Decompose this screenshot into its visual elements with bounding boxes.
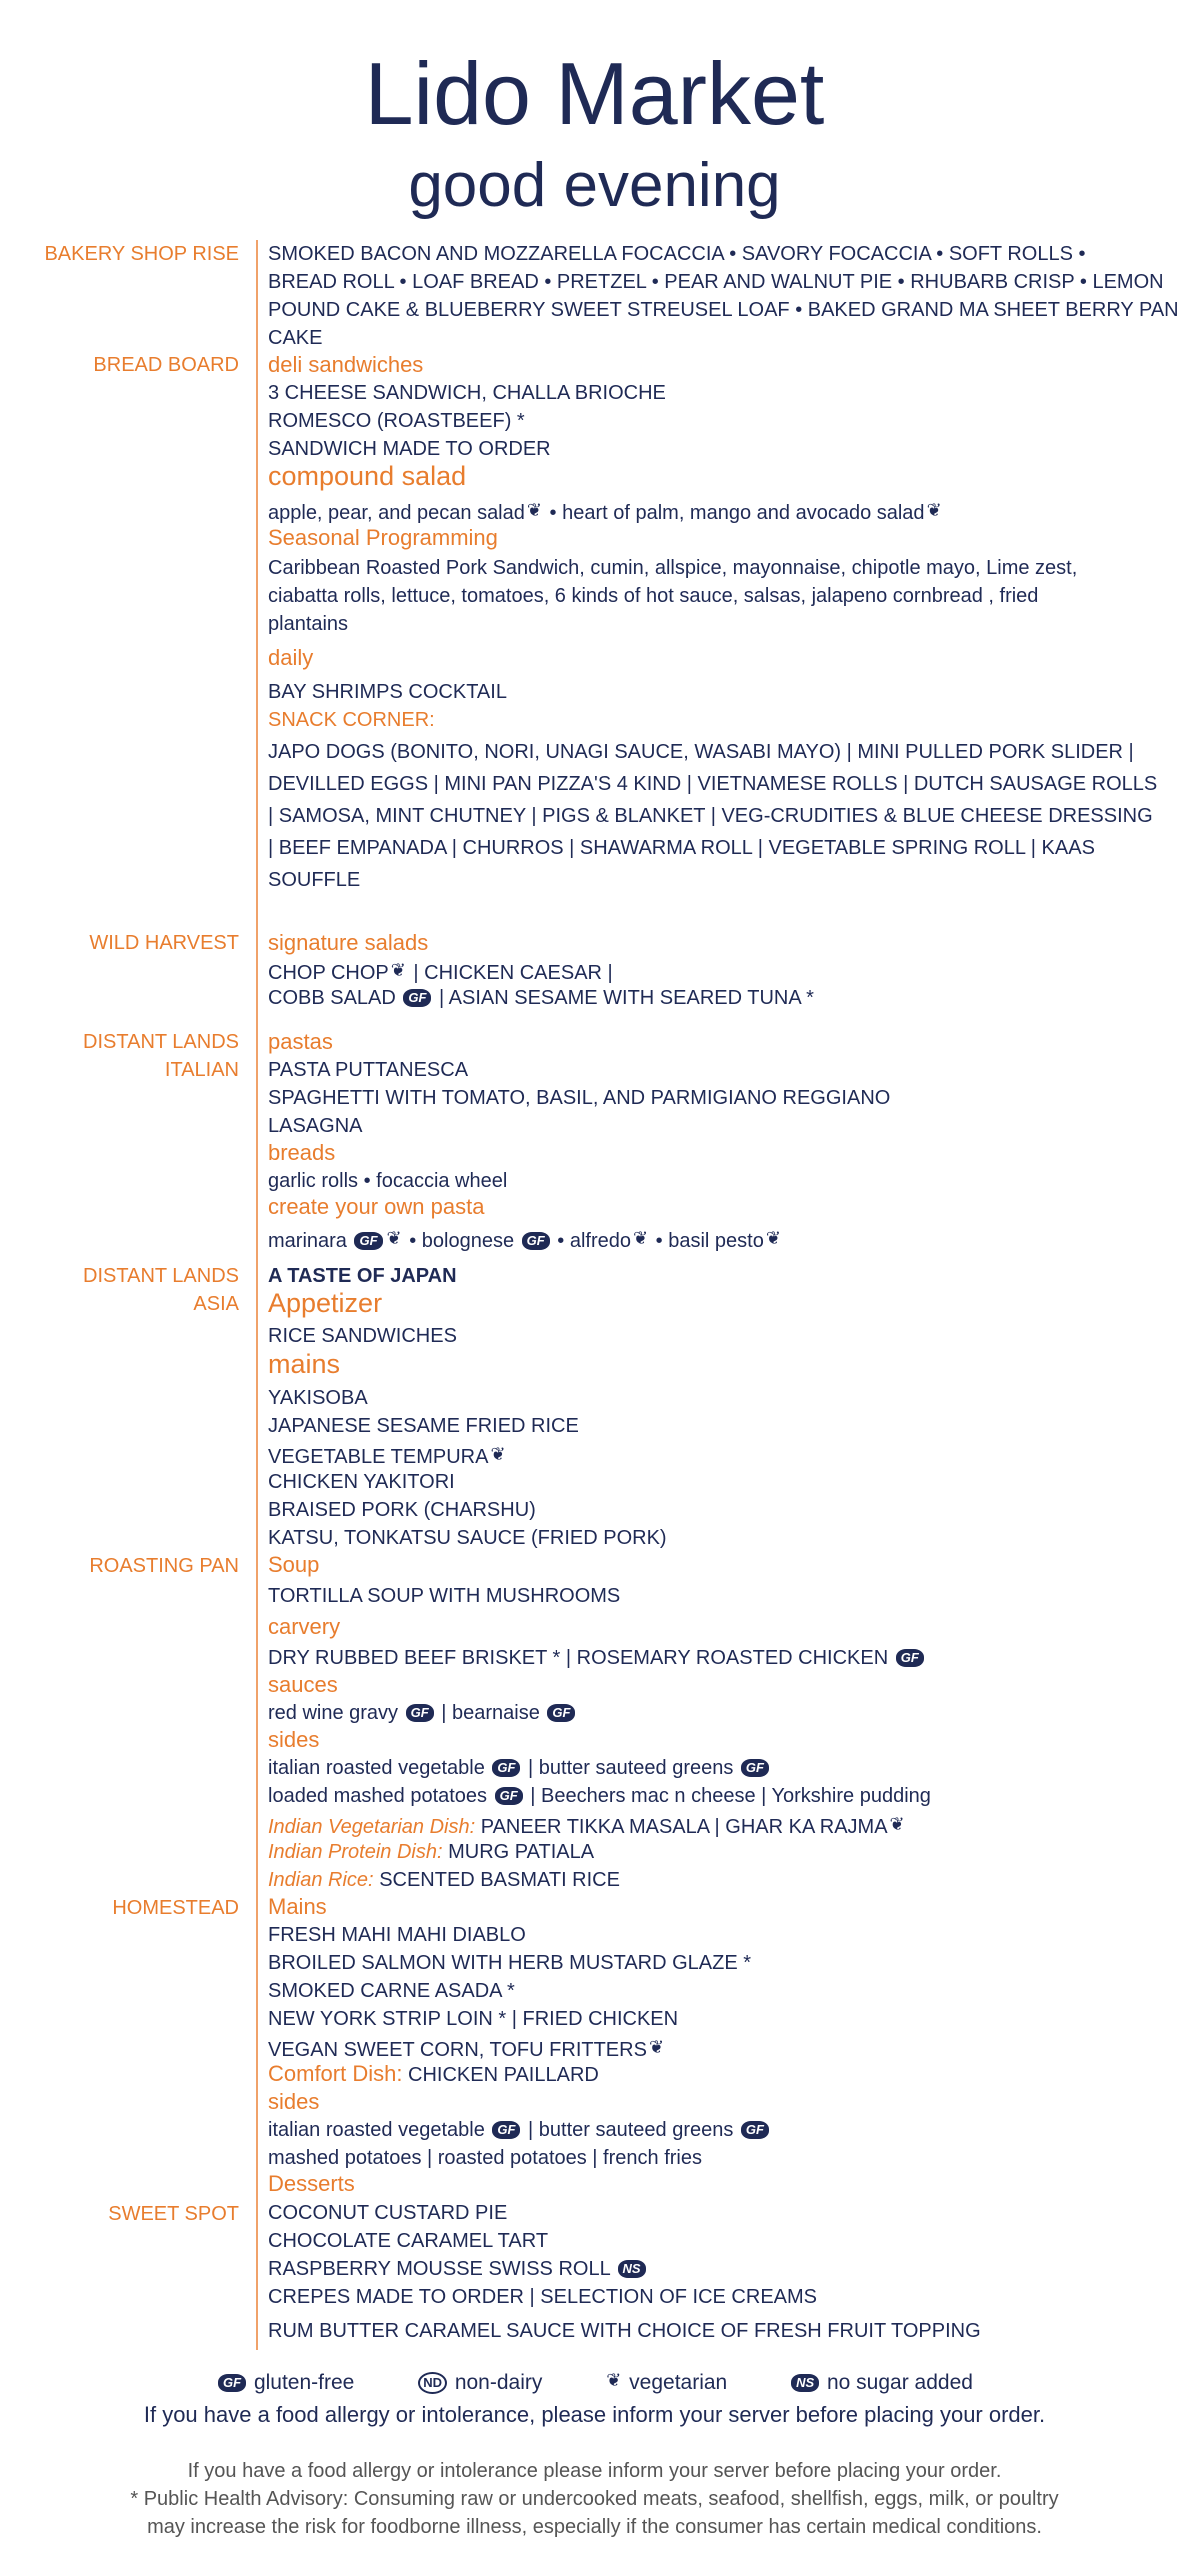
menu-line: [268, 1644, 926, 1672]
sprout-icon: ❦: [765, 1228, 781, 1248]
subheading-mains: mains: [268, 1349, 341, 1379]
sprout-icon: ❦: [386, 1228, 402, 1248]
sprout-icon: ❦: [632, 1228, 649, 1248]
legend-item: [216, 2371, 360, 2394]
subheading-compound-salad: compound salad: [268, 461, 467, 491]
menu-line: | SAMOSA, MINT CHUTNEY | PIGS & BLANKET | VEG-CRUDITIES & BLUE CHEESE DRESSING: [268, 805, 1153, 827]
sprout-icon: ❦: [490, 1444, 506, 1464]
section-bread-board: BREAD BOARD: [93, 354, 239, 376]
menu-line: [268, 1838, 594, 1866]
item-text: • basil pesto: [655, 1230, 764, 1252]
section-distant-lands: DISTANT LANDS: [83, 1031, 239, 1053]
item-label: Indian Vegetarian Dish:: [268, 1816, 476, 1838]
legend-label: no sugar added: [826, 2371, 973, 2394]
section-italian: ITALIAN: [164, 1059, 239, 1081]
item-text: heart of palm, mango and avocado salad: [562, 502, 925, 524]
footer-line: If you have a food allergy or intolerance please inform your server before placing your order.: [187, 2460, 1002, 2482]
no-sugar-badge: NS: [791, 2374, 819, 2392]
sprout-icon: ❦: [606, 2370, 622, 2390]
menu-line: KATSU, TONKATSU SAUCE (FRIED PORK): [268, 1527, 667, 1549]
section-sweet-spot: SWEET SPOT: [108, 2203, 239, 2225]
section-roasting-pan: ROASTING PAN: [89, 1555, 239, 1577]
menu-line: plantains: [268, 613, 349, 635]
item-text: | bearnaise: [441, 1702, 540, 1724]
menu-line: BRAISED PORK (CHARSHU): [268, 1499, 536, 1521]
no-sugar-badge: NS: [618, 2260, 646, 2278]
item-text: CHICKEN PAILLARD: [408, 2064, 599, 2086]
menu-line: [268, 984, 814, 1012]
footer-line: * Public Health Advisory: Consuming raw or undercooked meats, seafood, shellfish, eggs, milk, or poultry: [130, 2488, 1059, 2510]
menu-line: ROMESCO (ROASTBEEF) *: [268, 410, 525, 432]
item-label: Indian Protein Dish:: [268, 1841, 443, 1863]
item-text: | ASIAN SESAME WITH SEARED TUNA *: [439, 987, 814, 1009]
gluten-free-badge: GF: [492, 2121, 520, 2139]
menu-line: NEW YORK STRIP LOIN * | FRIED CHICKEN: [268, 2008, 679, 2030]
menu-line: TORTILLA SOUP WITH MUSHROOMS: [268, 1585, 621, 1607]
gluten-free-badge: GF: [522, 1232, 550, 1250]
legend-label: non-dairy: [454, 2371, 543, 2394]
menu-line: CAKE: [268, 327, 323, 349]
menu-line: COCONUT CUSTARD PIE: [268, 2202, 508, 2224]
menu-line: CHICKEN YAKITORI: [268, 1471, 455, 1493]
gluten-free-badge: GF: [406, 1704, 434, 1722]
menu-line: [268, 1810, 907, 1841]
item-text: SCENTED BASMATI RICE: [379, 1869, 620, 1891]
menu-line: SOUFFLE: [268, 869, 361, 891]
menu-line: POUND CAKE & BLUEBERRY SWEET STREUSEL LOAF • BAKED GRAND MA SHEET BERRY PAN: [268, 299, 1179, 321]
item-text: COBB SALAD: [268, 987, 396, 1009]
subheading-snack-corner: SNACK CORNER:: [268, 709, 435, 731]
sprout-icon: ❦: [889, 1814, 905, 1834]
menu-line: RUM BUTTER CARAMEL SAUCE WITH CHOICE OF FRESH FRUIT TOPPING: [268, 2320, 981, 2342]
section-distant-lands: DISTANT LANDS: [83, 1265, 239, 1287]
item-text: VEGETABLE TEMPURA: [268, 1446, 489, 1468]
menu-line: | BEEF EMPANADA | CHURROS | SHAWARMA ROLL | VEGETABLE SPRING ROLL | KAAS: [268, 837, 1095, 859]
item-text: | butter sauteed greens: [528, 1757, 734, 1779]
gluten-free-badge: GF: [896, 1649, 924, 1667]
menu-line: BREAD ROLL • LOAF BREAD • PRETZEL • PEAR AND WALNUT PIE • RHUBARB CRISP • LEMON: [268, 271, 1164, 293]
gluten-free-badge: GF: [741, 2121, 769, 2139]
section-wild-harvest: WILD HARVEST: [89, 932, 239, 954]
menu-line: SMOKED CARNE ASADA *: [268, 1980, 515, 2002]
subheading-breads: breads: [268, 1140, 336, 1165]
menu-line: [268, 1866, 620, 1894]
menu-line: [268, 1440, 508, 1471]
section-bakery: BAKERY SHOP RISE: [44, 243, 239, 265]
menu-line: SMOKED BACON AND MOZZARELLA FOCACCIA • SAVORY FOCACCIA • SOFT ROLLS •: [268, 243, 1086, 265]
menu-line: SANDWICH MADE TO ORDER: [268, 438, 551, 460]
legend-label: vegetarian: [629, 2371, 728, 2394]
gluten-free-badge: GF: [495, 1787, 523, 1805]
item-text: | butter sauteed greens: [528, 2119, 734, 2141]
menu-line: 3 CHEESE SANDWICH, CHALLA BRIOCHE: [268, 382, 666, 404]
menu-line: garlic rolls • focaccia wheel: [268, 1170, 508, 1192]
page-title: Lido Market: [364, 44, 825, 143]
subheading-pastas: pastas: [268, 1029, 333, 1054]
item-text: apple, pear, and pecan salad: [268, 502, 525, 524]
item-text: italian roasted vegetable: [268, 1757, 485, 1779]
menu-line: BROILED SALMON WITH HERB MUSTARD GLAZE *: [268, 1952, 752, 1974]
menu-line: ciabatta rolls, lettuce, tomatoes, 6 kinds of hot sauce, salsas, jalapeno cornbread , fried: [268, 585, 1039, 607]
divider-line: [256, 240, 258, 2350]
menu-line: RICE SANDWICHES: [268, 1325, 457, 1347]
menu-line: mashed potatoes | roasted potatoes | french fries: [268, 2147, 702, 2169]
subheading-sauces: sauces: [268, 1672, 338, 1697]
subheading-create-pasta: create your own pasta: [268, 1194, 485, 1219]
menu-line: PASTA PUTTANESCA: [268, 1059, 469, 1081]
menu-line: JAPO DOGS (BONITO, NORI, UNAGI SAUCE, WASABI MAYO) | MINI PULLED PORK SLIDER |: [268, 741, 1134, 763]
gluten-free-badge: GF: [354, 1232, 382, 1250]
page-subtitle: good evening: [408, 151, 781, 220]
legend: [0, 2370, 1189, 2395]
item-text: red wine gravy: [268, 1702, 399, 1724]
sprout-icon: ❦: [526, 500, 542, 520]
legend-item: [416, 2371, 548, 2394]
subheading-daily: daily: [268, 645, 314, 670]
non-dairy-badge: ND: [418, 2372, 447, 2394]
item-text: RASPBERRY MOUSSE SWISS ROLL: [268, 2258, 610, 2280]
subheading-desserts: Desserts: [268, 2171, 355, 2196]
subheading-sides: sides: [268, 1727, 320, 1752]
item-text: • bolognese: [409, 1230, 515, 1252]
menu-line: [268, 1699, 577, 1727]
menu-line: YAKISOBA: [268, 1387, 368, 1409]
menu-line: [268, 2255, 648, 2283]
item-text: CHOP CHOP: [268, 962, 389, 984]
subheading-signature-salads: signature salads: [268, 930, 429, 955]
menu-line: [268, 1782, 931, 1810]
item-text: DRY RUBBED BEEF BRISKET * | ROSEMARY ROASTED CHICKEN: [268, 1647, 889, 1669]
allergy-notice: If you have a food allergy or intolerance, please inform your server before placing your order.: [143, 2402, 1046, 2427]
subheading-mains: Mains: [268, 1894, 327, 1919]
menu-line: FRESH MAHI MAHI DIABLO: [268, 1924, 526, 1946]
item-label: Indian Rice:: [268, 1869, 374, 1891]
menu-line: Caribbean Roasted Pork Sandwich, cumin, allspice, mayonnaise, chipotle mayo, Lime zest,: [268, 557, 1078, 579]
sprout-icon: ❦: [648, 2037, 665, 2057]
item-text: MURG PATIALA: [448, 1841, 595, 1863]
sprout-icon: ❦: [390, 960, 406, 980]
menu-line: CHOCOLATE CARAMEL TART: [268, 2230, 549, 2252]
section-homestead: HOMESTEAD: [112, 1897, 239, 1919]
subheading-seasonal: Seasonal Programming: [268, 525, 498, 550]
menu-line: apple, pear, and pecan salad ❦ • heart of palm, mango and avocado salad ❦: [268, 496, 944, 527]
item-text: • alfredo: [557, 1230, 631, 1252]
item-label: Comfort Dish:: [268, 2061, 403, 2086]
subheading-soup: Soup: [268, 1552, 320, 1577]
menu-line: CREPES MADE TO ORDER | SELECTION OF ICE CREAMS: [268, 2286, 817, 2308]
gluten-free-badge: GF: [403, 989, 431, 1007]
gluten-free-badge: GF: [492, 1759, 520, 1777]
item-text: PANEER TIKKA MASALA | GHAR KA RAJMA: [480, 1816, 888, 1838]
menu-line: SPAGHETTI WITH TOMATO, BASIL, AND PARMIGIANO REGGIANO: [268, 1087, 891, 1109]
menu-line: DEVILLED EGGS | MINI PAN PIZZA'S 4 KIND | VIETNAMESE ROLLS | DUTCH SAUSAGE ROLLS: [268, 773, 1158, 795]
menu-line: [268, 1754, 771, 1782]
item-text: VEGAN SWEET CORN, TOFU FRITTERS: [268, 2039, 647, 2061]
legend-item: [789, 2371, 973, 2394]
menu-line: [268, 1224, 783, 1255]
legend-item: [604, 2371, 733, 2394]
item-text: | CHICKEN CAESAR |: [413, 962, 613, 984]
menu-line: LASAGNA: [268, 1115, 363, 1137]
subheading-sides: sides: [268, 2089, 320, 2114]
item-text: italian roasted vegetable: [268, 2119, 485, 2141]
menu-line: BAY SHRIMPS COCKTAIL: [268, 681, 507, 703]
subheading-taste-of-japan: A TASTE OF JAPAN: [268, 1265, 457, 1287]
section-asia: ASIA: [193, 1293, 239, 1315]
item-text: | Beechers mac n cheese | Yorkshire pudding: [530, 1785, 931, 1807]
menu-line: [268, 956, 613, 987]
gluten-free-badge: GF: [741, 1759, 769, 1777]
legend-label: gluten-free: [253, 2371, 355, 2394]
menu-line: JAPANESE SESAME FRIED RICE: [268, 1415, 579, 1437]
item-text: loaded mashed potatoes: [268, 1785, 488, 1807]
gluten-free-badge: GF: [547, 1704, 575, 1722]
item-text: marinara: [268, 1230, 347, 1252]
footer-line: may increase the risk for foodborne illness, especially if the consumer has certain medical conditions.: [147, 2516, 1042, 2538]
subheading-deli: deli sandwiches: [268, 352, 424, 377]
subheading-appetizer: Appetizer: [268, 1288, 383, 1318]
gluten-free-badge: GF: [218, 2374, 246, 2392]
menu-line: [268, 2060, 599, 2089]
subheading-carvery: carvery: [268, 1614, 341, 1639]
sprout-icon: ❦: [926, 500, 942, 520]
menu-line: [268, 2116, 771, 2144]
